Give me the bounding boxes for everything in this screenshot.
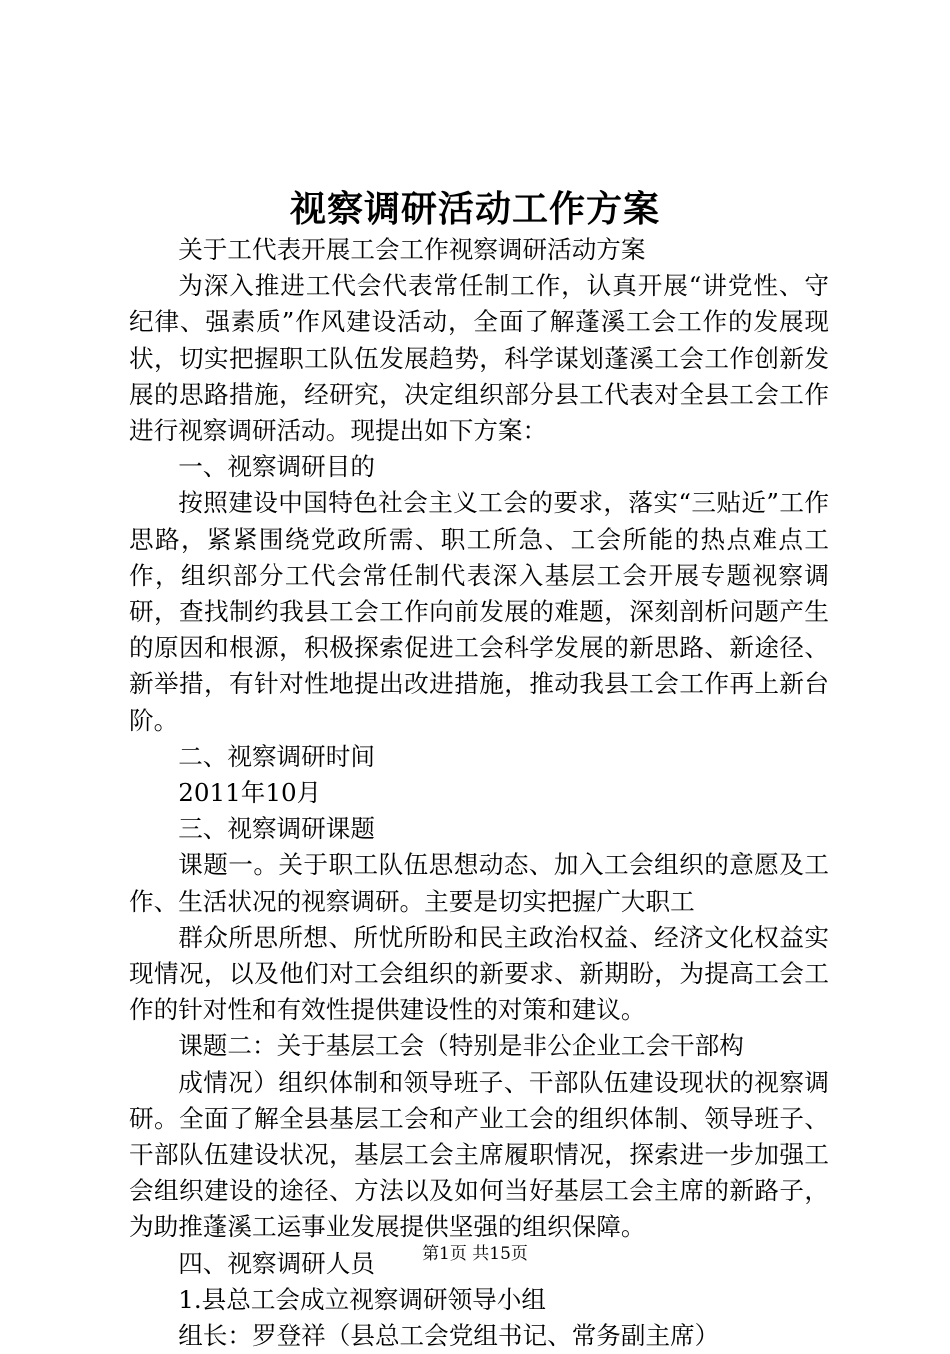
document-title: 视察调研活动工作方案 [289, 188, 660, 230]
document-body [129, 232, 829, 1354]
paragraph-time: 2011年10月 [178, 778, 322, 808]
section-heading-topics: 三、视察调研课题 [178, 814, 375, 844]
paragraph-topic-one-cont: 群众所思所想、所忧所盼和民主政治权益、经济文化权益实现情况，以及他们对工会组织的新要求、新期盼，为提高工会工作的针对性和有效性提供建设性的对策和建议。 [129, 922, 829, 1025]
paragraph-topic-one: 课题一。关于职工队伍思想动态、加入工会组织的意愿及工作、生活状况的视察调研。主要是切实把握广大职工 [129, 850, 829, 916]
paragraph-group-leader: 组长：罗登祥（县总工会党组书记、常务副主席） [178, 1321, 720, 1351]
paragraph-topic-two-cont: 成情况）组织体制和领导班子、干部队伍建设现状的视察调研。全面了解全县基层工会和产业工会的组织体制、领导班子、干部队伍建设状况，基层工会主席履职情况，探索进一步加强工会组织建设的途径、方法以及如何当好基层工会主席的新路子，为助推蓬溪工运事业发展提供坚强的组织保障。 [129, 1067, 829, 1242]
paragraph-purpose: 按照建设中国特色社会主义工会的要求，落实“三贴近”工作思路，紧紧围绕党政所需、职工所急、工会所能的热点难点工作，组织部分工代会常任制代表深入基层工会开展专题视察调研，查找制约我县工会工作向前发展的难题，深刻剖析问题产生的原因和根源，积极探索促进工会科学发展的新思路、新途径、新举措，有针对性地提出改进措施，推动我县工会工作再上新台阶。 [129, 488, 829, 735]
section-heading-purpose: 一、视察调研目的 [178, 452, 375, 482]
paragraph-intro: 为深入推进工代会代表常任制工作，认真开展“讲党性、守纪律、强素质”作风建设活动，全面了解蓬溪工会工作的发展现状，切实把握职工队伍发展趋势，科学谋划蓬溪工会工作创新发展的思路措施，经研究，决定组织部分县工代表对全县工会工作进行视察调研活动。现提出如下方案： [129, 271, 829, 446]
paragraph-subtitle: 关于工代表开展工会工作视察调研活动方案 [178, 235, 646, 264]
paragraph-topic-two: 课题二：关于基层工会（特别是非公企业工会干部构 [178, 1031, 744, 1061]
section-heading-personnel: 四、视察调研人员 [178, 1248, 375, 1278]
paragraph-personnel-group: 1.县总工会成立视察调研领导小组 [178, 1284, 546, 1314]
section-heading-time: 二、视察调研时间 [178, 741, 375, 771]
page-footer: 第1页 共15页 [422, 1244, 528, 1264]
